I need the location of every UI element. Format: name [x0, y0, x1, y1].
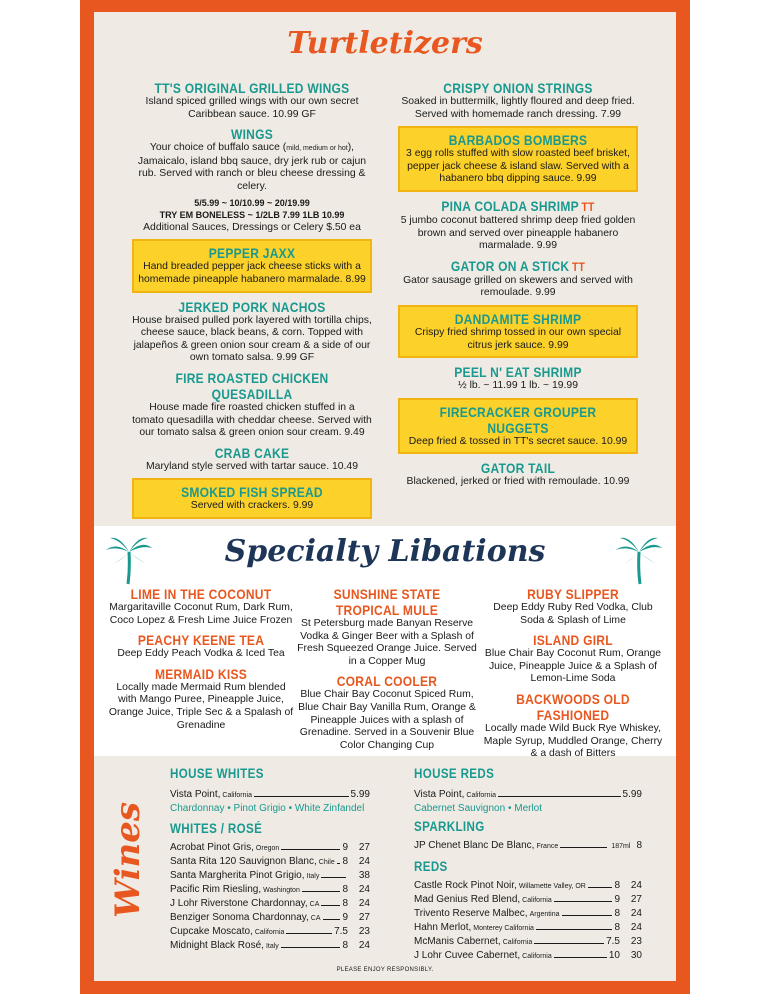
item-desc: 5 jumbo coconut battered shrimp deep fried golden brown and served over pineapple habanero marmalade. 9.99	[400, 214, 636, 252]
item-desc: Crispy fried shrimp tossed in our own special citrus jerk sauce. 9.99	[414, 326, 622, 351]
item-name: JERKED PORK NACHOS	[178, 298, 326, 315]
boneless-price: TRY EM BONELESS ~ 1/2LB 7.99 1LB 10.99	[159, 210, 345, 221]
drink-item	[108, 666, 294, 732]
drink-item	[480, 632, 666, 686]
item-desc: Soaked in buttermilk, lightly floured and deep fried. Served with homemade ranch dressing. 7.99	[401, 96, 635, 120]
drink-item	[292, 673, 482, 752]
item-desc: House braised pulled pork layered with tortilla chips, cheese sauce, black beans, & corn. Topped with jalapeños & green onion sour cream & a side of our own tomato salsa. 9.99 GF	[132, 314, 372, 364]
item-desc: Island spiced grilled wings with our own secret Caribbean sauce. 10.99 GF	[145, 96, 359, 120]
turtletizers-right-column	[398, 80, 638, 494]
tt-logo-icon: TT	[581, 199, 595, 214]
item-name: GATOR ON A STICK TT	[450, 257, 586, 274]
wine-row: Mad Genius Red Blend, California 9 27	[414, 894, 642, 905]
menu-item	[132, 299, 372, 365]
item-desc: 3 egg rolls stuffed with slow roasted beef brisket, pepper jack cheese & island slaw. Served with a habanero bbq dipping sauce. 9.99	[406, 148, 630, 185]
drink-name: BACKWOODS OLD FASHIONED	[516, 690, 630, 723]
menu-item	[398, 364, 638, 393]
item-name: PINA COLADA SHRIMP TT	[441, 197, 595, 214]
whites-rose-title: WHITES / ROSÉ	[170, 821, 263, 836]
item-name: BARBADOS BOMBERS	[448, 132, 588, 149]
item-name: FIRE ROASTED CHICKEN QUESADILLA	[175, 369, 329, 402]
menu-item	[132, 80, 372, 121]
item-name: DANDAMITE SHRIMP	[454, 310, 582, 327]
reds-title: REDS	[414, 859, 448, 874]
wine-row: McManis Cabernet, California 7.5 23	[414, 936, 642, 947]
additional-sauces: Additional Sauces, Dressings or Celery $.50 ea	[143, 221, 361, 233]
item-desc: Gator sausage grilled on skewers and served with remoulade. 9.99	[403, 274, 633, 299]
drink-desc: Margaritaville Coconut Rum, Dark Rum, Coco Lopez & Fresh Lime Juice Frozen	[109, 602, 293, 626]
house-whites-title: HOUSE WHITES	[170, 766, 264, 781]
house-whites-varietals: Chardonnay • Pinot Grigio • White Zinfandel	[170, 803, 365, 814]
menu-item	[398, 198, 638, 253]
item-name: CRISPY ONION STRINGS	[443, 80, 593, 96]
menu-item	[398, 80, 638, 121]
wine-row: Hahn Merlot, Monterey California 8 24	[414, 922, 642, 933]
drink-desc: Blue Chair Bay Coconut Spiced Rum, Blue Chair Bay Vanilla Rum, Orange & Pineapple Juices with a splash of Grenadine. Served in a Souvenir Blue Color Changing Cup	[298, 689, 476, 751]
wine-row: J Lohr Riverstone Chardonnay, CA 8 24	[170, 898, 370, 909]
drink-desc: Deep Eddy Ruby Red Vodka, Club Soda & Splash of Lime	[493, 602, 653, 626]
turtletizers-left-column	[132, 80, 372, 525]
item-name: SMOKED FISH SPREAD	[181, 484, 323, 501]
libations-column-2	[292, 586, 482, 757]
wine-row: Midnight Black Rosé, Italy 8 24	[170, 940, 370, 951]
tt-logo-icon: TT	[571, 259, 586, 274]
drink-name: SUNSHINE STATE TROPICAL MULE	[333, 586, 441, 618]
drink-item	[480, 691, 666, 761]
wine-row: Vista Point, California 5.99	[414, 789, 642, 800]
drink-desc: Blue Chair Bay Coconut Rum, Orange Juice, Pineapple Juice & a Splash of Lemon-Lime Soda	[484, 648, 662, 685]
menu-item-featured	[132, 239, 372, 292]
sparkling-title: SPARKLING	[414, 819, 485, 834]
turtletizers-title: Turtletizers	[287, 26, 483, 61]
item-desc: Your choice of buffalo sauce (mild, medium or hot), Jamaicalo, island bbq sauce, dry jerk rub or cajun rub. Served with ranch or bleu cheese dressing & celery.	[137, 142, 367, 192]
drink-name: MERMAID KISS	[154, 665, 248, 682]
item-desc: ½ lb. ~ 11.99 1 lb. ~ 19.99	[458, 380, 578, 392]
item-name: CRAB CAKE	[214, 444, 290, 461]
drink-name: RUBY SLIPPER	[527, 586, 619, 602]
drink-name: ISLAND GIRL	[533, 632, 613, 649]
drink-desc: Deep Eddy Peach Vodka & Iced Tea	[117, 648, 285, 660]
libations-column-1	[108, 586, 294, 737]
wine-row: Castle Rock Pinot Noir, Willamette Valley, OR 8 24	[414, 880, 642, 891]
menu-item-featured	[398, 305, 638, 358]
wine-row: JP Chenet Blanc De Blanc, France 187ml 8	[414, 840, 642, 851]
item-name: GATOR TAIL	[480, 460, 556, 477]
item-desc: Served with crackers. 9.99	[190, 500, 314, 512]
wine-row: Santa Margherita Pinot Grigio, Italy 38	[170, 870, 370, 881]
menu-item	[132, 126, 372, 234]
footer-note: PLEASE ENJOY RESPONSIBLY.	[336, 967, 434, 973]
drink-name: PEACHY KEENE TEA	[137, 632, 265, 649]
drink-item	[292, 586, 482, 668]
item-name: PEEL N' EAT SHRIMP	[454, 364, 582, 381]
item-desc: Hand breaded pepper jack cheese sticks with a homemade pineapple habanero marmalade. 8.99	[138, 261, 366, 285]
wines-label: Wines	[108, 802, 148, 918]
item-desc: Blackened, jerked or fried with remoulade. 10.99	[406, 476, 630, 488]
libations-column-3	[480, 586, 666, 766]
item-desc: Deep fried & tossed in TT's secret sauce. 10.99	[408, 435, 628, 447]
item-name: FIRECRACKER GROUPER NUGGETS	[439, 403, 597, 436]
item-name: WINGS	[230, 126, 274, 143]
menu-item	[132, 370, 372, 440]
wines-right-column	[414, 766, 642, 963]
wine-row: Acrobat Pinot Gris, Oregon 9 27	[170, 842, 370, 853]
wine-row: Cupcake Moscato, California 7.5 23	[170, 926, 370, 937]
drink-desc: Locally made Mermaid Rum blended with Mango Puree, Pineapple Juice, Orange Juice, Triple Sec & a Spalash of Grenadine	[108, 681, 294, 731]
menu-item-featured	[132, 478, 372, 519]
wine-row: J Lohr Cuvee Cabernet, California 10 30	[414, 950, 642, 961]
item-desc: House made fire roasted chicken stuffed in a tomato quesadilla with cheddar cheese. Served with our tomato salsa & green onion sour cream. 9.49	[132, 401, 372, 439]
house-reds-title: HOUSE REDS	[414, 766, 495, 781]
item-desc: Maryland style served with tartar sauce. 10.49	[146, 460, 358, 472]
libations-title: Specialty Libations	[224, 534, 546, 569]
item-name: TT'S ORIGINAL GRILLED WINGS	[154, 80, 350, 96]
menu-item-featured	[398, 398, 638, 455]
menu-item	[398, 460, 638, 489]
drink-desc: St Petersburg made Banyan Reserve Vodka & Ginger Beer with a Splash of Fresh Squeezed Orange Juice. Served in a Copper Mug	[297, 618, 477, 667]
menu-item-featured	[398, 126, 638, 192]
drink-item	[108, 632, 294, 661]
wine-row: Vista Point, California 5.99	[170, 789, 370, 800]
drink-desc: Locally made Wild Buck Rye Whiskey, Maple Syrup, Muddled Orange, Cherry & a dash of Bitters	[483, 722, 663, 760]
wine-row: Pacific Rim Riesling, Washington 8 24	[170, 884, 370, 895]
wings-counts: 5/5.99 ~ 10/10.99 ~ 20/19.99	[194, 197, 310, 208]
drink-item	[480, 586, 666, 627]
drink-name: CORAL COOLER	[336, 673, 438, 690]
wines-left-column	[170, 766, 370, 953]
wines-vertical-title	[108, 770, 152, 950]
house-reds-varietals: Cabernet Sauvignon • Merlot	[414, 803, 543, 814]
drink-name: LIME IN THE COCONUT	[130, 586, 272, 602]
drink-item	[108, 586, 294, 627]
menu-item	[398, 258, 638, 300]
menu-item	[132, 445, 372, 474]
wine-row: Trivento Reserve Malbec, Argentina 8 24	[414, 908, 642, 919]
wine-row: Santa Rita 120 Sauvignon Blanc, Chile 8 24	[170, 856, 370, 867]
wine-row: Benziger Sonoma Chardonnay, CA 9 27	[170, 912, 370, 923]
item-name: PEPPER JAXX	[208, 245, 296, 262]
